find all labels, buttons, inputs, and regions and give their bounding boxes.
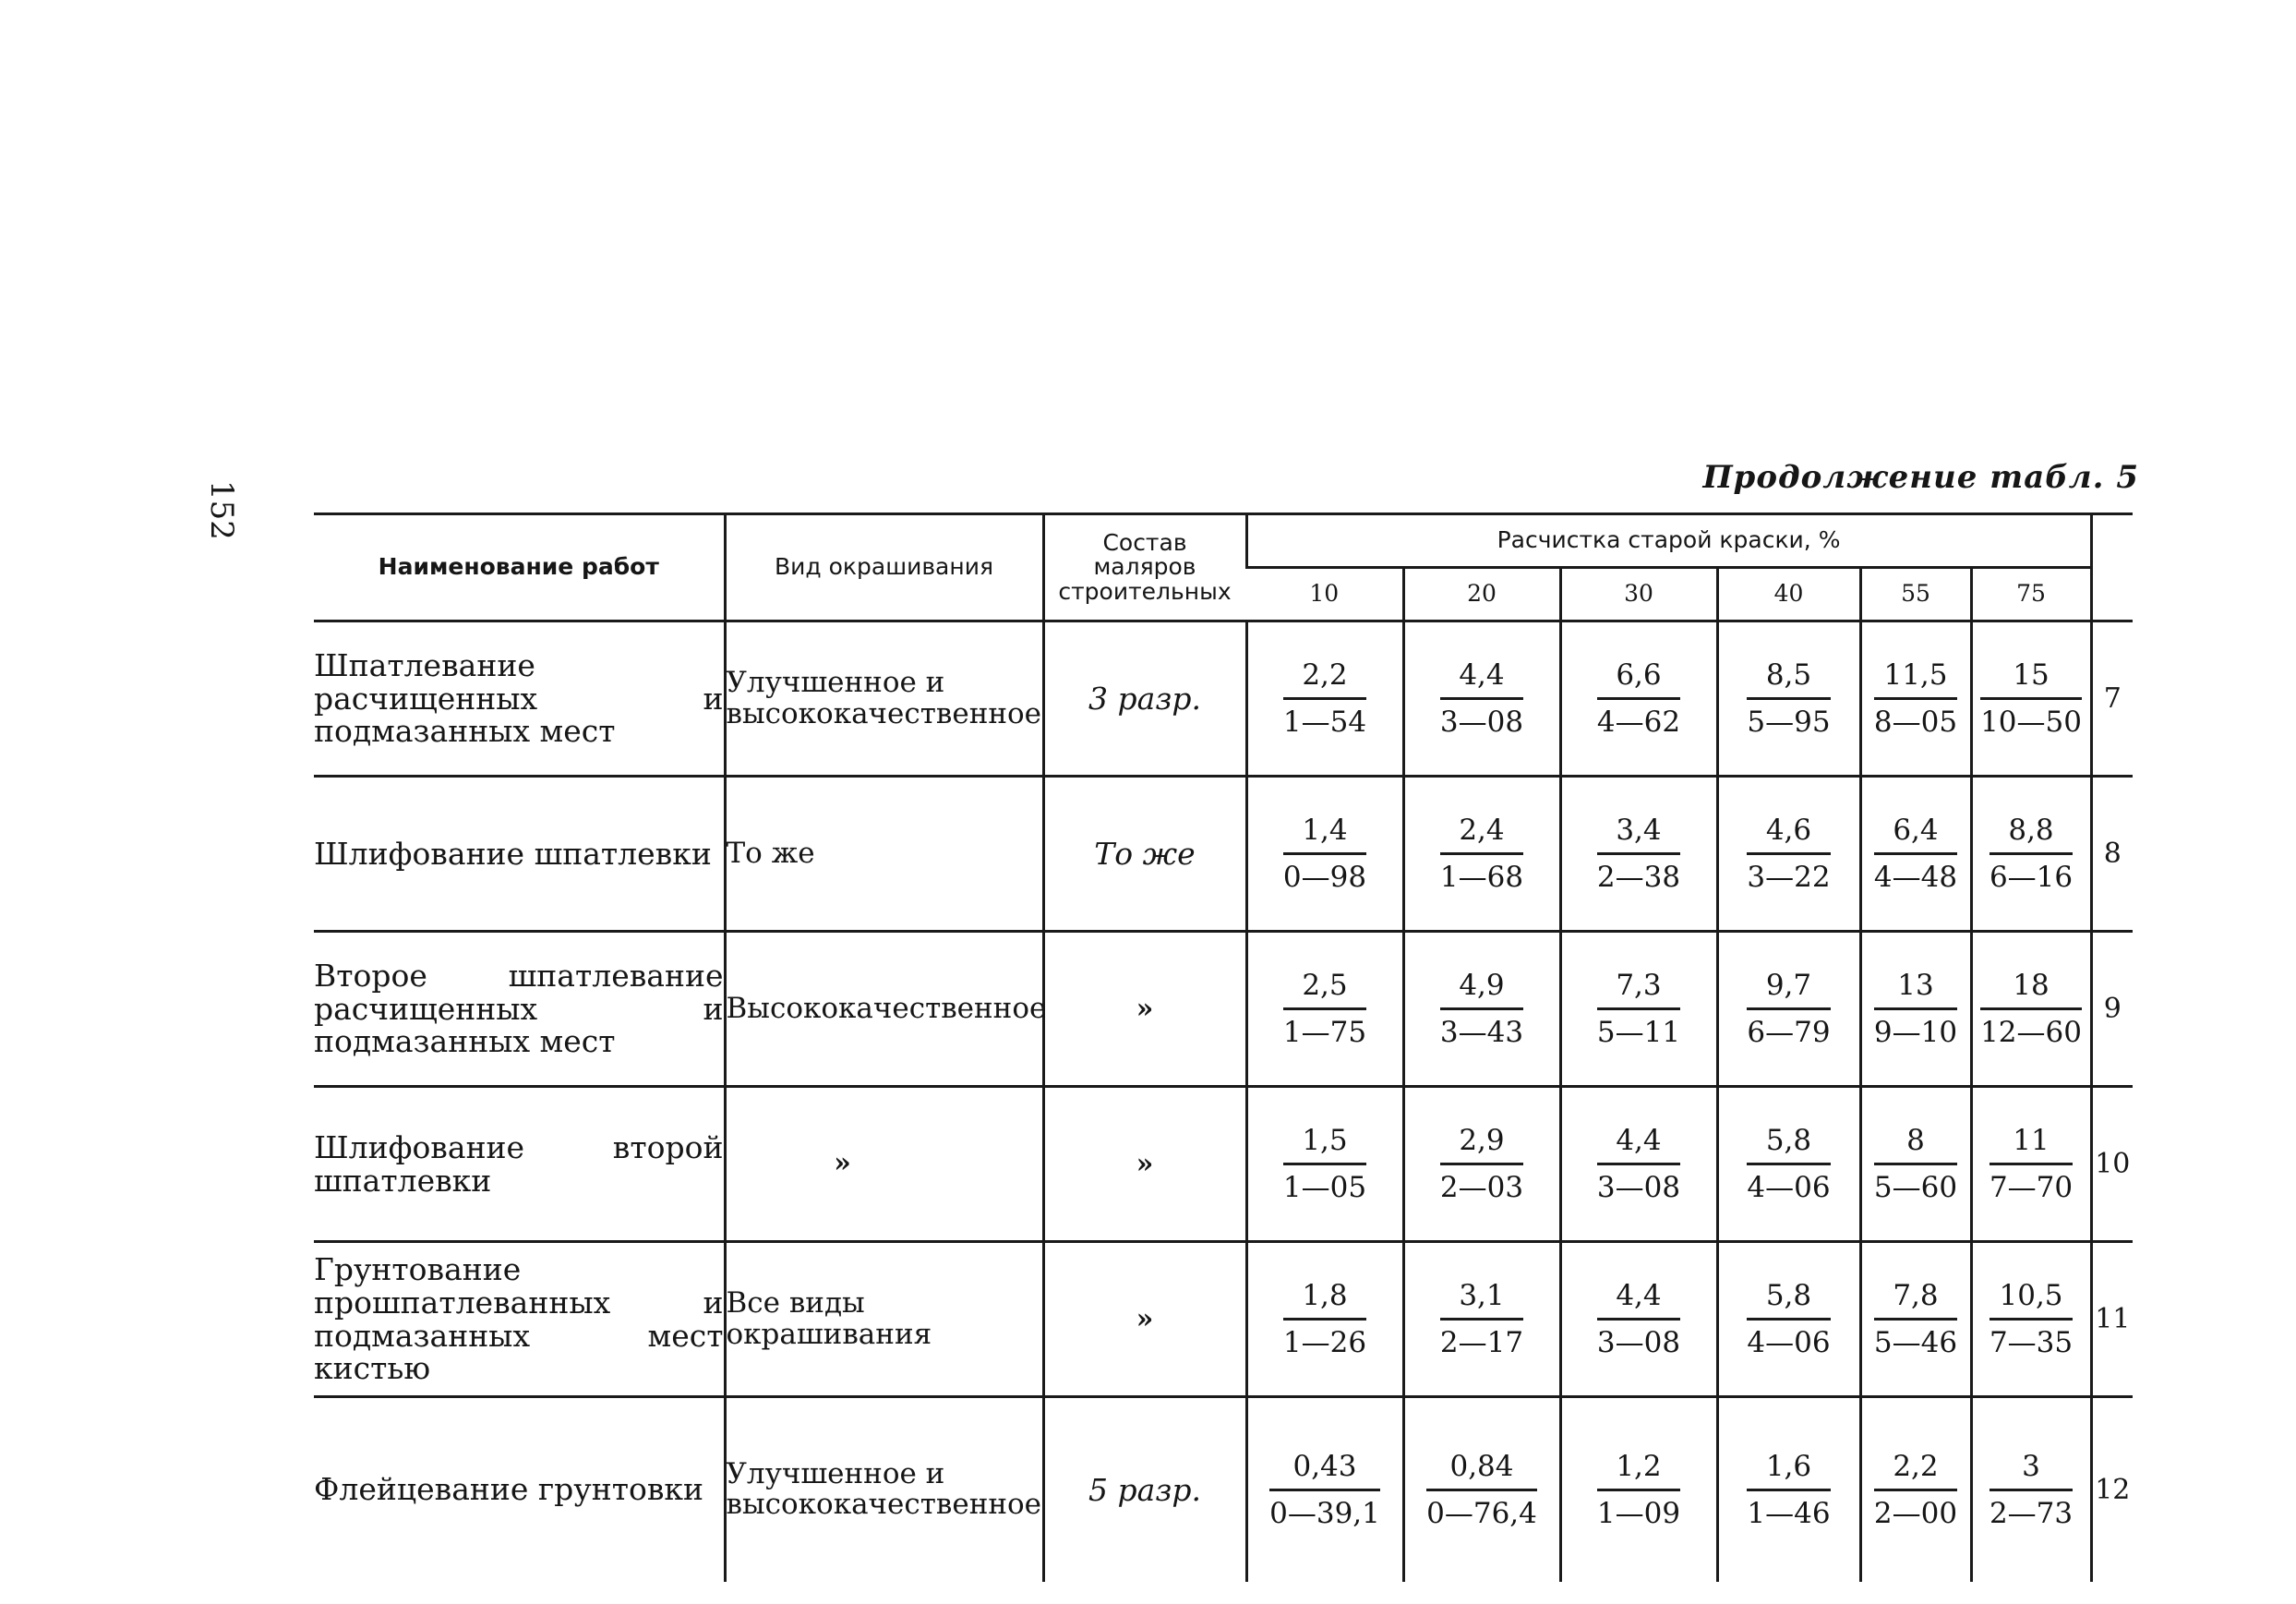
time-norm: 6,6 xyxy=(1597,658,1680,700)
norm-cell xyxy=(1403,932,1560,1087)
header-col-75: 75 xyxy=(1971,568,2091,621)
norm-cell xyxy=(1560,1087,1717,1242)
row-number: 10 xyxy=(2091,1087,2133,1242)
price: 2—17 xyxy=(1439,1326,1524,1359)
crew-grade: » xyxy=(1043,1087,1246,1242)
header-col-40: 40 xyxy=(1717,568,1860,621)
time-norm: 3 xyxy=(1989,1450,2073,1491)
price: 1—54 xyxy=(1282,706,1367,739)
time-norm: 13 xyxy=(1874,969,1957,1010)
time-norm: 9,7 xyxy=(1747,969,1830,1010)
price: 4—06 xyxy=(1747,1171,1831,1204)
norm-cell xyxy=(1560,777,1717,932)
table-row xyxy=(314,1087,2133,1242)
time-norm: 7,3 xyxy=(1597,969,1680,1010)
price: 3—08 xyxy=(1596,1171,1681,1204)
table-row xyxy=(314,1242,2133,1397)
time-norm: 8,5 xyxy=(1747,658,1830,700)
norm-cell xyxy=(1971,1397,2091,1582)
norm-cell xyxy=(1860,1242,1971,1397)
norm-cell xyxy=(1717,1087,1860,1242)
norm-cell xyxy=(1717,621,1860,777)
time-norm: 1,4 xyxy=(1283,814,1366,855)
row-number: 12 xyxy=(2091,1397,2133,1582)
crew-grade: » xyxy=(1043,1242,1246,1397)
table-row xyxy=(314,1397,2133,1582)
page-number: 152 xyxy=(203,480,240,540)
time-norm: 7,8 xyxy=(1874,1279,1957,1321)
norm-cell xyxy=(1403,777,1560,932)
norm-cell xyxy=(1246,1087,1403,1242)
norm-cell xyxy=(1717,932,1860,1087)
time-norm: 5,8 xyxy=(1747,1279,1830,1321)
price: 1—05 xyxy=(1282,1171,1367,1204)
norm-cell xyxy=(1860,1397,1971,1582)
table-row xyxy=(314,777,2133,932)
price: 1—68 xyxy=(1439,861,1524,894)
crew-grade: 3 разр. xyxy=(1043,621,1246,777)
norm-cell xyxy=(1860,621,1971,777)
norm-cell xyxy=(1860,932,1971,1087)
price: 10—50 xyxy=(1980,706,2082,739)
row-number: 11 xyxy=(2091,1242,2133,1397)
price: 1—46 xyxy=(1747,1496,1831,1530)
work-name: Шлифование шпатлевки xyxy=(314,777,725,932)
header-col-55: 55 xyxy=(1860,568,1971,621)
price: 1—26 xyxy=(1282,1326,1367,1359)
price: 6—79 xyxy=(1747,1016,1831,1049)
price: 9—10 xyxy=(1873,1016,1958,1049)
time-norm: 3,4 xyxy=(1597,814,1680,855)
crew-grade: 5 разр. xyxy=(1043,1397,1246,1582)
time-norm: 2,2 xyxy=(1874,1450,1957,1491)
header-work: Наименование работ xyxy=(314,514,725,621)
price: 2—73 xyxy=(1989,1496,2074,1530)
price: 4—48 xyxy=(1873,861,1958,894)
crew-grade: » xyxy=(1043,932,1246,1087)
crew-grade: То же xyxy=(1043,777,1246,932)
time-norm: 3,1 xyxy=(1440,1279,1523,1321)
norm-cell xyxy=(1560,1397,1717,1582)
norm-cell xyxy=(1971,621,2091,777)
header-col-20: 20 xyxy=(1403,568,1560,621)
work-name: Второе шпатлевание расчищенных и подмазанных мест xyxy=(314,932,725,1087)
time-norm: 2,5 xyxy=(1283,969,1366,1010)
norm-cell xyxy=(1717,1242,1860,1397)
norm-cell xyxy=(1860,777,1971,932)
time-norm: 4,4 xyxy=(1597,1124,1680,1165)
norm-cell xyxy=(1560,932,1717,1087)
price: 7—70 xyxy=(1989,1171,2074,1204)
norm-cell xyxy=(1246,1242,1403,1397)
time-norm: 11 xyxy=(1989,1124,2073,1165)
norm-cell xyxy=(1560,1242,1717,1397)
time-norm: 0,43 xyxy=(1269,1450,1380,1491)
price: 6—16 xyxy=(1989,861,2074,894)
time-norm: 4,4 xyxy=(1597,1279,1680,1321)
norm-cell xyxy=(1717,777,1860,932)
time-norm: 15 xyxy=(1980,658,2082,700)
norm-cell xyxy=(1403,1242,1560,1397)
price: 3—22 xyxy=(1747,861,1831,894)
norm-cell xyxy=(1403,1397,1560,1582)
time-norm: 6,4 xyxy=(1874,814,1957,855)
header-col-10: 10 xyxy=(1246,568,1403,621)
time-norm: 1,6 xyxy=(1747,1450,1830,1491)
painting-kind: Улучшенное и высококачественное xyxy=(725,621,1043,777)
price: 7—35 xyxy=(1989,1326,2074,1359)
price: 2—38 xyxy=(1596,861,1681,894)
norm-cell xyxy=(1403,1087,1560,1242)
price: 0—98 xyxy=(1282,861,1367,894)
price: 2—03 xyxy=(1439,1171,1524,1204)
header-col-30: 30 xyxy=(1560,568,1717,621)
time-norm: 18 xyxy=(1980,969,2082,1010)
time-norm: 11,5 xyxy=(1874,658,1957,700)
norm-cell xyxy=(1560,621,1717,777)
price: 4—06 xyxy=(1747,1326,1831,1359)
price: 3—08 xyxy=(1439,706,1524,739)
norm-cell xyxy=(1860,1087,1971,1242)
header-kind: Вид окрашивания xyxy=(725,514,1043,621)
painting-kind: » xyxy=(725,1087,1043,1242)
header-crew: Состав маляров строительных xyxy=(1043,514,1246,621)
norm-cell xyxy=(1246,932,1403,1087)
price: 8—05 xyxy=(1873,706,1958,739)
price: 5—46 xyxy=(1873,1326,1958,1359)
norm-cell xyxy=(1971,777,2091,932)
table-continuation-caption: Продолжение табл. 5 xyxy=(1702,459,2139,496)
painting-kind: То же xyxy=(725,777,1043,932)
time-norm: 4,9 xyxy=(1440,969,1523,1010)
norm-cell xyxy=(1246,621,1403,777)
row-number: 9 xyxy=(2091,932,2133,1087)
price: 0—76,4 xyxy=(1426,1496,1537,1530)
painting-kind: Все виды окрашивания xyxy=(725,1242,1043,1397)
header-group-cleaning: Расчистка старой краски, % xyxy=(1246,514,2091,568)
price: 3—43 xyxy=(1439,1016,1524,1049)
time-norm: 1,8 xyxy=(1283,1279,1366,1321)
price: 3—08 xyxy=(1596,1326,1681,1359)
time-norm: 4,4 xyxy=(1440,658,1523,700)
table-row xyxy=(314,621,2133,777)
price: 12—60 xyxy=(1980,1016,2082,1049)
price: 1—75 xyxy=(1282,1016,1367,1049)
time-norm: 1,2 xyxy=(1597,1450,1680,1491)
time-norm: 8 xyxy=(1874,1124,1957,1165)
price: 0—39,1 xyxy=(1269,1496,1380,1530)
time-norm: 10,5 xyxy=(1989,1279,2073,1321)
header-number xyxy=(2091,514,2133,621)
price: 1—09 xyxy=(1596,1496,1681,1530)
norm-cell xyxy=(1246,777,1403,932)
norms-table xyxy=(314,513,2133,1582)
time-norm: 5,8 xyxy=(1747,1124,1830,1165)
norm-cell xyxy=(1717,1397,1860,1582)
time-norm: 2,2 xyxy=(1283,658,1366,700)
time-norm: 8,8 xyxy=(1989,814,2073,855)
norm-cell xyxy=(1971,932,2091,1087)
norm-cell xyxy=(1971,1242,2091,1397)
price: 5—11 xyxy=(1596,1016,1681,1049)
price: 5—60 xyxy=(1873,1171,1958,1204)
time-norm: 2,9 xyxy=(1440,1124,1523,1165)
painting-kind: Высококачественное xyxy=(725,932,1043,1087)
norm-cell xyxy=(1403,621,1560,777)
norm-cell xyxy=(1971,1087,2091,1242)
painting-kind: Улучшенное и высококачественное xyxy=(725,1397,1043,1582)
row-number: 7 xyxy=(2091,621,2133,777)
norm-cell xyxy=(1246,1397,1403,1582)
price: 5—95 xyxy=(1747,706,1831,739)
work-name: Шлифование второй шпатлевки xyxy=(314,1087,725,1242)
row-number: 8 xyxy=(2091,777,2133,932)
time-norm: 0,84 xyxy=(1426,1450,1537,1491)
time-norm: 1,5 xyxy=(1283,1124,1366,1165)
time-norm: 2,4 xyxy=(1440,814,1523,855)
header-row xyxy=(314,514,2133,568)
work-name: Шпатлевание расчищенных и подмазанных мест xyxy=(314,621,725,777)
work-name: Грунтование прошпатлеванных и подмазанных мест кистью xyxy=(314,1242,725,1397)
work-name: Флейцевание грунтовки xyxy=(314,1471,704,1508)
price: 2—00 xyxy=(1873,1496,1958,1530)
time-norm: 4,6 xyxy=(1747,814,1830,855)
table-row xyxy=(314,932,2133,1087)
price: 4—62 xyxy=(1596,706,1681,739)
